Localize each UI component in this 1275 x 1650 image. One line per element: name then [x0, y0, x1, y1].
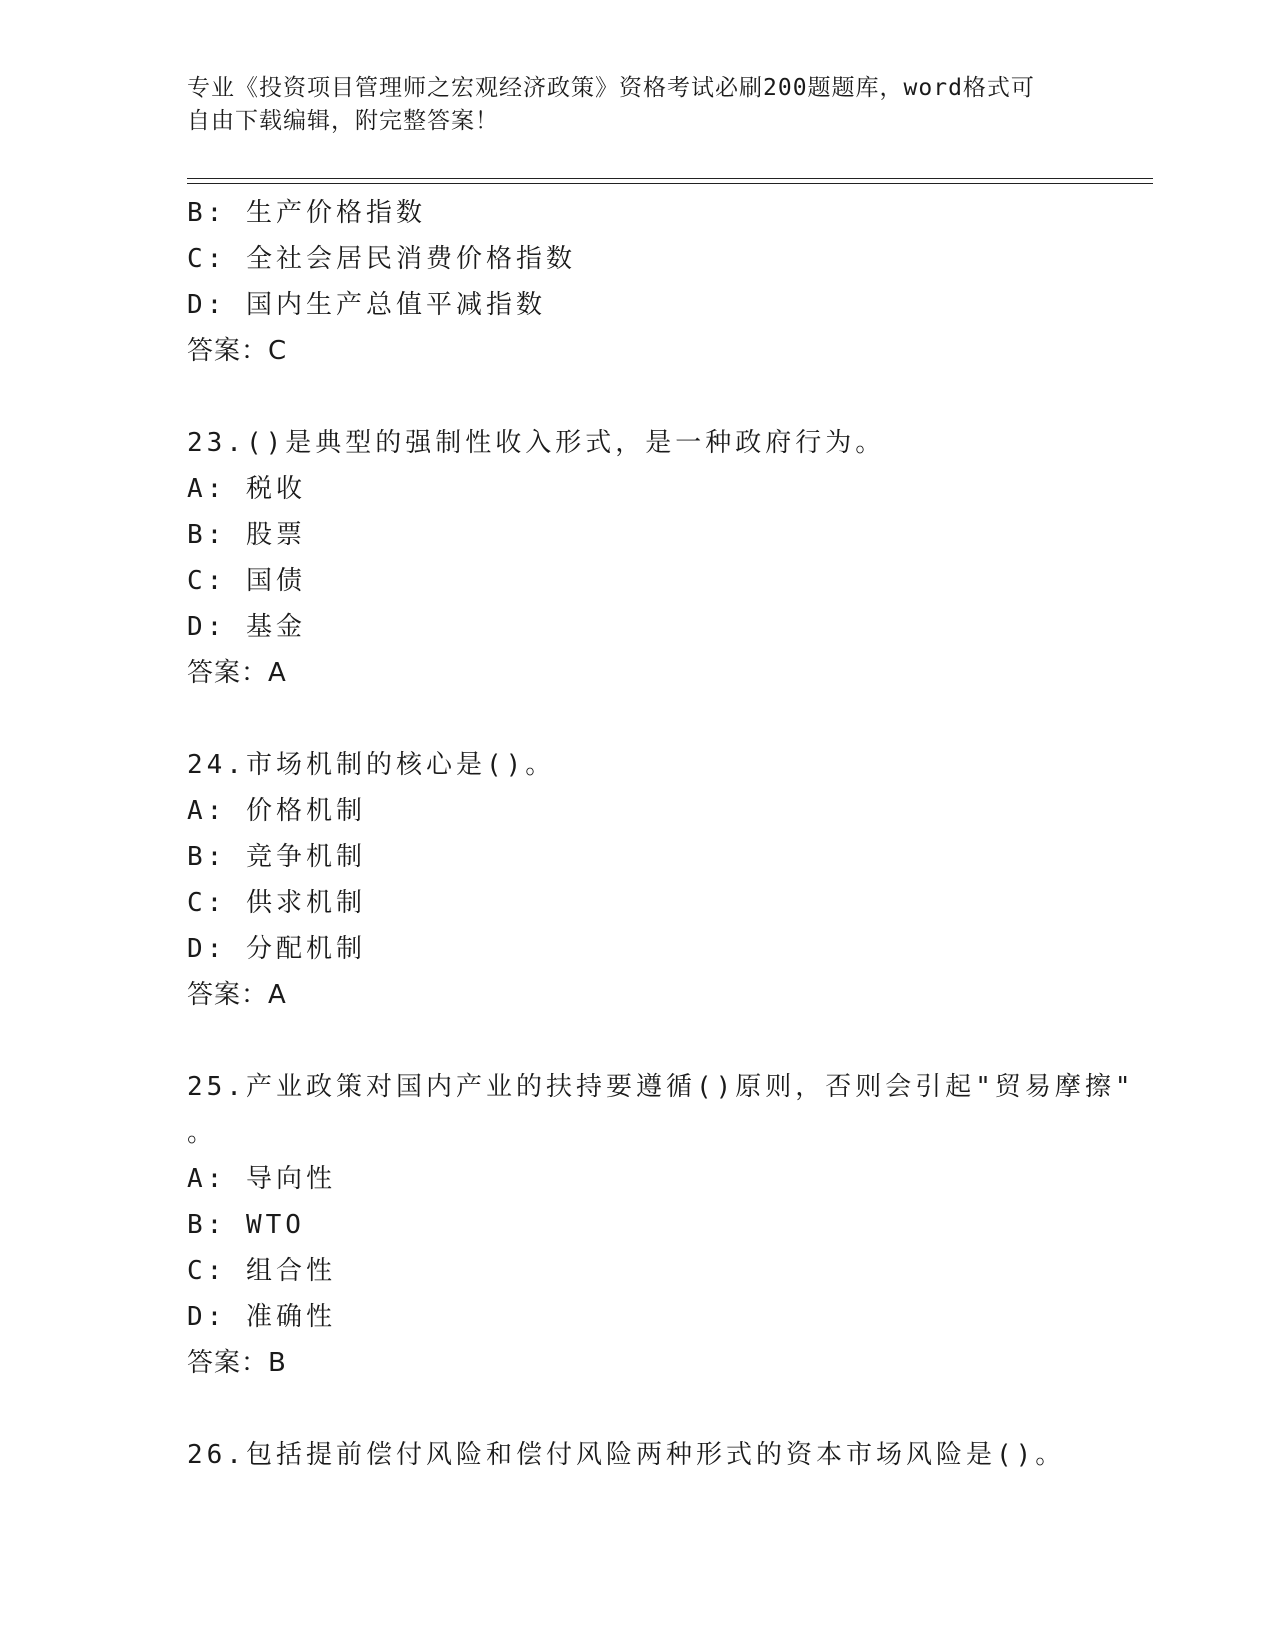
question-list	[187, 190, 1135, 1478]
option-d: D: 国内生产总值平减指数	[187, 290, 546, 320]
question-text: 23.()是典型的强制性收入形式，是一种政府行为。	[187, 428, 886, 458]
header-divider-top	[187, 178, 1153, 179]
option-c: C: 国债	[187, 566, 306, 596]
option-d: D: 分配机制	[187, 934, 366, 964]
question-22-tail	[187, 190, 1087, 374]
question-26	[187, 1432, 1087, 1478]
answer: 答案：C	[187, 336, 288, 366]
header-line-2: 自由下载编辑，附完整答案！	[187, 108, 499, 134]
question-text-continuation: 。	[187, 1118, 218, 1148]
option-c: C: 供求机制	[187, 888, 366, 918]
option-b: B: 竞争机制	[187, 842, 366, 872]
question-23	[187, 420, 1087, 696]
option-b: B: 生产价格指数	[187, 198, 426, 228]
option-a: A: 价格机制	[187, 796, 366, 826]
option-d: D: 准确性	[187, 1302, 336, 1332]
option-a: A: 税收	[187, 474, 306, 504]
option-a: A: 导向性	[187, 1164, 336, 1194]
answer: 答案：A	[187, 658, 287, 688]
option-d: D: 基金	[187, 612, 306, 642]
document-header	[187, 72, 1067, 138]
answer: 答案：A	[187, 980, 287, 1010]
header-divider-bottom	[187, 183, 1153, 184]
question-text: 24.市场机制的核心是()。	[187, 750, 556, 780]
question-24	[187, 742, 1087, 1018]
option-b: B: 股票	[187, 520, 306, 550]
question-text: 26.包括提前偿付风险和偿付风险两种形式的资本市场风险是()。	[187, 1440, 1066, 1470]
option-b: B: WTO	[187, 1210, 305, 1240]
option-c: C: 全社会居民消费价格指数	[187, 244, 576, 274]
header-line-1: 专业《投资项目管理师之宏观经济政策》资格考试必刷200题题库，word格式可	[187, 75, 1035, 101]
option-c: C: 组合性	[187, 1256, 336, 1286]
question-text: 25.产业政策对国内产业的扶持要遵循()原则，否则会引起"贸易摩擦"	[187, 1072, 1135, 1102]
question-25	[187, 1064, 1135, 1386]
answer: 答案：B	[187, 1348, 287, 1378]
